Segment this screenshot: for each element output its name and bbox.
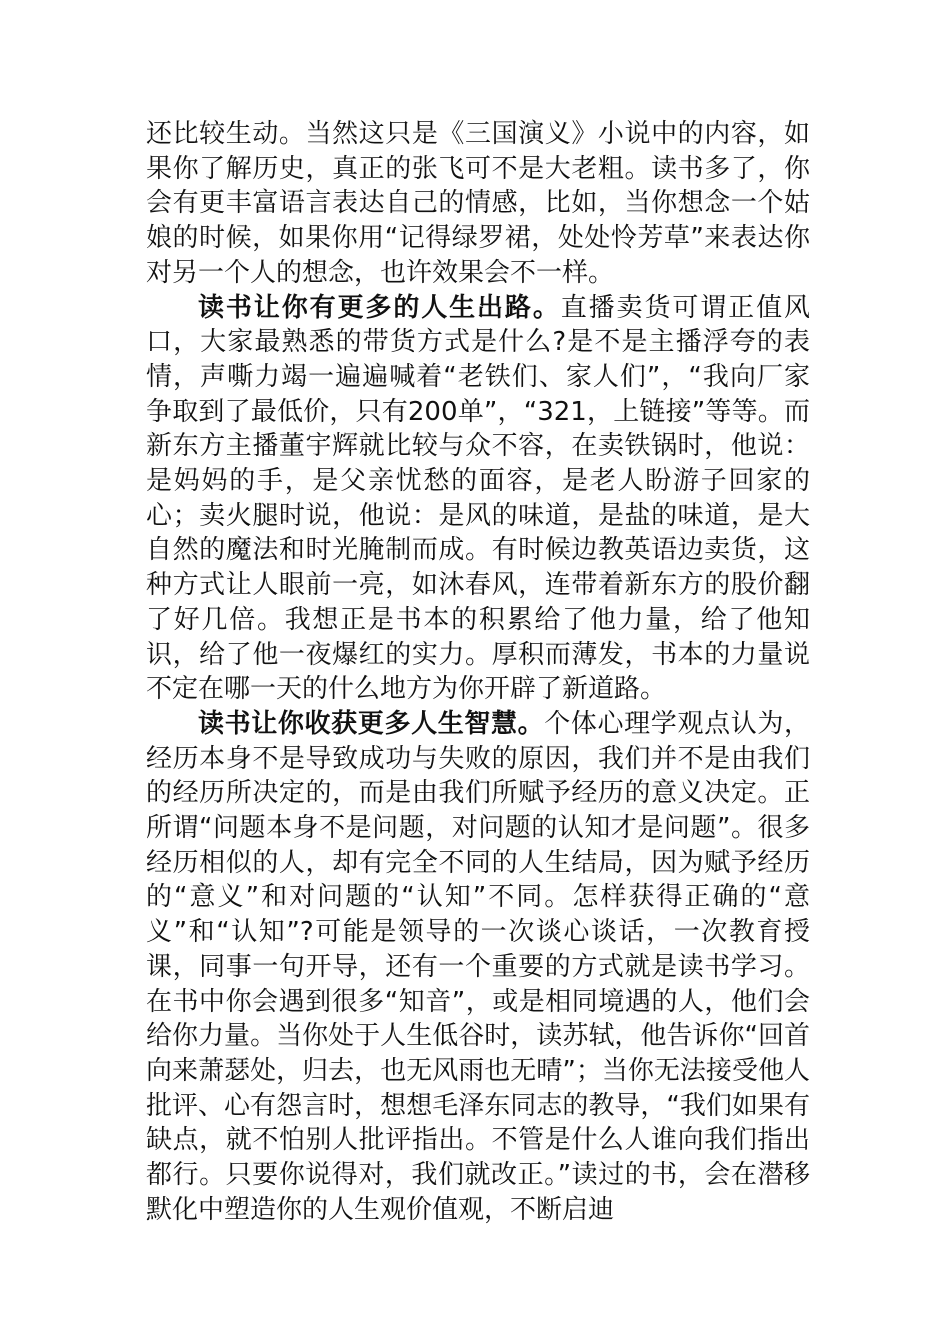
- paragraph-text: 直播卖货可谓正值风口，大家最熟悉的带货方式是什么?是不是主播浮夸的表情，声嘶力竭一遍遍喊着“老铁们、家人们”，“我向厂家争取到了最低价，只有200单”，“321，上链接”等等。而新东方主播董宇辉就比较与众不容，在卖铁锅时，他说：是妈妈的手，是父亲忧愁的面容，是老人盼游子回家的心；卖火腿时说，他说：是风的味道，是盐的味道，是大自然的魔法和时光腌制而成。有时候边教英语边卖货，这种方式让人眼前一亮，如沐春风，连带着新东方的股价翻了好几倍。我想正是书本的积累给了他力量，给了他知识，给了他一夜爆红的实力。厚积而薄发，书本的力量说不定在哪一天的什么地方为你开辟了新道路。: [146, 292, 810, 705]
- paragraph-text: 个体心理学观点认为，经历本身不是导致成功与失败的原因，我们并不是由我们的经历所决定的，而是由我们所赋予经历的意义决定。正所谓“问题本身不是问题，对问题的认知才是问题”。很多经历相似的人，却有完全不同的人生结局，因为赋予经历的“意义”和对问题的“认知”不同。怎样获得正确的“意义”和“认知”?可能是领导的一次谈心谈话，一次教育授课，同事一句开导，还有一个重要的方式就是读书学习。在书中你会遇到很多“知音”，或是相同境遇的人，他们会给你力量。当你处于人生低谷时，读苏轼，他告诉你“回首向来萧瑟处，归去，也无风雨也无晴”；当你无法接受他人批评、心有怨言时，想想毛泽东同志的教导，“我们如果有缺点，就不怕别人批评指出。不管是什么人谁向我们指出都行。只要你说得对，我们就改正。”读过的书，会在潜移默化中塑造你的人生观价值观，不断启迪: [146, 708, 810, 1225]
- paragraph-life-wisdom: [146, 707, 810, 1228]
- paragraph-heading: 读书让你有更多的人生出路。: [198, 292, 561, 323]
- paragraph-career-paths: [146, 291, 810, 707]
- paragraph-heading: 读书让你收获更多人生智慧。: [198, 708, 545, 739]
- paragraph-continuation: [146, 117, 810, 291]
- paragraph-text: 还比较生动。当然这只是《三国演义》小说中的内容，如果你了解历史，真正的张飞可不是大老粗。读书多了，你会有更丰富语言表达自己的情感，比如，当你想念一个姑娘的时候，如果你用“记得绿罗裙，处处怜芳草”来表达你对另一个人的想念，也许效果会不一样。: [146, 119, 810, 288]
- document-body: [146, 117, 810, 1228]
